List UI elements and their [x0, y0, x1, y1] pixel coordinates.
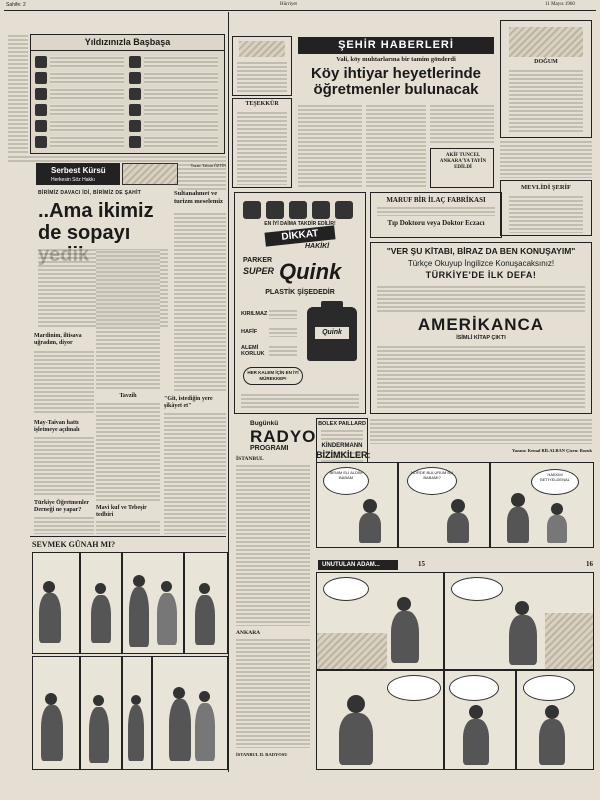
quink-dikkat: DİKKAT: [264, 225, 335, 246]
bizimkiler-credit: Yazanı: Kemal BİLALBAN Çizen: Bozuk: [511, 448, 592, 453]
quink-parker: PARKER: [243, 257, 273, 264]
quink-bottom-text: HER KALEM İÇİN EN İYİ MÜREKKEP!: [247, 370, 299, 381]
bizimkiler-panel-1: [316, 462, 398, 548]
sevmek-panel-6: [80, 656, 122, 770]
page-number: Sahife: 2: [6, 2, 26, 8]
bizimkiler-bubble-2: NORDE BULURUM BU BABAMI?: [407, 467, 457, 495]
radio-top: Bugünkü: [250, 420, 279, 427]
ink-bottle-icon: [289, 201, 307, 219]
stork-baby-illustration: [509, 27, 583, 57]
akif-text: AKİF TUNCEL ANKARA'YA TAYİN EDİLDİ: [439, 153, 487, 170]
speaker-illustration: [122, 163, 178, 185]
sehir-headline: Köy ihtiyar heyetlerinde öğretmenler bulunacak: [310, 65, 482, 98]
zodiac-entry: [35, 103, 125, 117]
bolex-sub: KİNDERMANN: [321, 443, 363, 449]
ink-bottles-illustration: [243, 199, 357, 219]
ink-bottle-icon: [335, 201, 353, 219]
bizimkiler-panel-3: [490, 462, 594, 548]
unutulan-panel-3: [316, 670, 444, 770]
zodiac-grid: [35, 55, 221, 151]
quink-hakiki: HAKİKİ: [305, 243, 330, 250]
zodiac-sign-icon: [129, 104, 141, 116]
unutulan-panel-1: [316, 572, 444, 670]
zodiac-entry: [35, 71, 125, 85]
quink-super: SUPER: [243, 266, 275, 276]
ink-bottle-icon: [243, 201, 261, 219]
zodiac-entry: [129, 71, 219, 85]
quink-feature-1: KIRILMAZ: [241, 311, 268, 317]
paper-name: Hürriyet: [280, 2, 297, 7]
unutulan-panel-4: [444, 670, 516, 770]
zodiac-entry: [129, 55, 219, 69]
amerikanca-top: "VER ŞU KİTABI, BİRAZ DA BEN KONUŞAYIM": [386, 246, 576, 256]
dogum-title: DOĞUM: [534, 59, 558, 65]
mevlid-title: MEVLİDİ ŞERİF: [520, 184, 572, 191]
stork-illustration: [239, 41, 285, 57]
unutulan-episode-15: 15: [418, 560, 425, 568]
zodiac-sign-icon: [129, 136, 141, 148]
horoscope-title: Yıldızınızla Başbaşa: [31, 35, 224, 49]
bizimkiler-title: BİZİMKİLER:: [316, 450, 371, 460]
sevmek-panel-8: [152, 656, 228, 770]
sevmek-panel-4: [184, 552, 228, 654]
quink-bottom: [243, 367, 303, 385]
amerikanca-mid1: Türkçe Okuyup İngilizce Konuşacaksınız!: [407, 259, 555, 268]
zodiac-entry: [35, 55, 125, 69]
serbest-kursu-title: Serbest Kürsü: [51, 166, 106, 175]
amerikanca-ad: [370, 242, 592, 414]
zodiac-entry: [129, 103, 219, 117]
radio-column: [234, 418, 317, 768]
unutulan-panel-5: [516, 670, 594, 770]
zodiac-entry: [129, 119, 219, 133]
amerikanca-brand: AMERİKANCA: [417, 315, 545, 334]
radio-ankara: ANKARA: [236, 630, 261, 636]
sevmek-title: SEVMEK GÜNAH MI?: [32, 540, 116, 549]
serbest-headline: ..Ama ikimiz de sopayı: [38, 200, 154, 244]
unutulan-panel-2: [444, 572, 594, 670]
dogum-notice: [500, 20, 592, 138]
ilac-title: MARUF BİR İLAÇ FABRİKASI: [386, 196, 486, 204]
issue-date: 11 Mayıs 1960: [545, 2, 575, 7]
bolex-title: BOLEX PAILLARD: [318, 421, 366, 427]
ink-bottle-icon: [266, 201, 284, 219]
radio-istanbul: İSTANBUL: [236, 456, 264, 462]
horoscope-box: [30, 34, 225, 154]
serbest-kursu-banner: [36, 163, 120, 185]
radio-istanbul-2: İSTANBUL II. RADYOSU: [236, 752, 288, 757]
quink-brand: Quink: [279, 259, 342, 284]
zodiac-sign-icon: [35, 88, 47, 100]
sub-mardin: Mardinim, iltisava uğradım, diyor: [34, 333, 82, 346]
column-title: Sultanahmet ve turizm meselemiz: [174, 190, 223, 205]
serbest-kursu-subtitle: Herkesin Söz Hakkı: [51, 177, 95, 183]
tesekkur-title: TEŞEKKÜR: [245, 101, 279, 107]
mevlid-notice: [500, 180, 592, 236]
bizimkiler-panel-2: [398, 462, 490, 548]
zodiac-sign-icon: [35, 72, 47, 84]
sub-mavi-kuf: Mavi kuf ve Tebeşir tedbiri: [96, 505, 147, 518]
zodiac-entry: [129, 87, 219, 101]
zodiac-sign-icon: [129, 120, 141, 132]
quink-bottle-image: Quink: [307, 307, 357, 361]
radio-sub: PROGRAMI: [250, 445, 289, 452]
akif-notice: [430, 148, 494, 188]
sub-tavzih: Tavzih: [119, 393, 137, 399]
tesekkur-notice: [232, 98, 292, 188]
column-sub: "Git, istediğin yere şikâyet et": [164, 396, 213, 409]
sehir-banner: ŞEHİR HABERLERİ: [298, 37, 494, 54]
amerikanca-mid2: TÜRKİYE'DE İLK DEFA!: [425, 270, 537, 280]
zodiac-sign-icon: [129, 72, 141, 84]
sehir-subhead: Vali, köy muhtarlarına bir tamim gönderdi: [336, 56, 456, 63]
bizimkiler-bubble-1: BENIM ELİ ALDIM BABAM: [323, 467, 369, 495]
sevmek-panel-7: [122, 656, 152, 770]
quink-feature-2: HAFİF: [241, 329, 258, 335]
amerikanca-brand-sub: İSİMLİ KİTAP ÇIKTI: [456, 335, 506, 341]
zodiac-sign-icon: [35, 136, 47, 148]
zodiac-sign-icon: [35, 104, 47, 116]
sevmek-panel-1: [32, 552, 80, 654]
zodiac-entry: [35, 135, 125, 149]
zodiac-sign-icon: [35, 56, 47, 68]
quink-top: EN İYİ DAİMA TAKDİR EDİLİR!: [264, 221, 336, 227]
zodiac-sign-icon: [129, 88, 141, 100]
sevmek-panel-3: [122, 552, 184, 654]
zodiac-sign-icon: [35, 120, 47, 132]
dogum-notice-left: [232, 36, 292, 96]
sub-taivan: May-Taivan hattı işletmeye açılmalı: [34, 420, 80, 433]
quink-feature-3: ALEMİ KORLUK: [241, 345, 265, 357]
bizimkiler-bubble-3: HAKKIM BETİYELDENAL: [531, 469, 579, 495]
unutulan-episode-16: 16: [586, 560, 593, 568]
zodiac-entry: [129, 135, 219, 149]
sevmek-panel-2: [80, 552, 122, 654]
zodiac-entry: [35, 87, 125, 101]
zodiac-sign-icon: [129, 56, 141, 68]
serbest-tagline: BİRİMİZ DAVACI İDİ, BİRİMİZ DE ŞAHİT: [38, 190, 142, 196]
unutulan-title: UNUTULAN ADAM...: [318, 560, 398, 570]
ink-bottle-icon: [312, 201, 330, 219]
zodiac-entry: [35, 119, 125, 133]
sevmek-panel-5: [32, 656, 80, 770]
quink-plastic: PLASTİK ŞİŞEDEDİR: [265, 289, 335, 296]
radio-title: RADYO: [250, 427, 317, 446]
sub-ogretmenler: Türkiye Öğretmenler Derneği ne yapar?: [34, 500, 89, 513]
column-byline: Yazan: Tahsin ÖZTİN: [190, 163, 226, 168]
quink-ad: [234, 192, 366, 414]
ilac-ad: [370, 192, 502, 238]
ilac-sub: Tıp Doktoru veya Doktor Eczacı: [387, 219, 485, 227]
